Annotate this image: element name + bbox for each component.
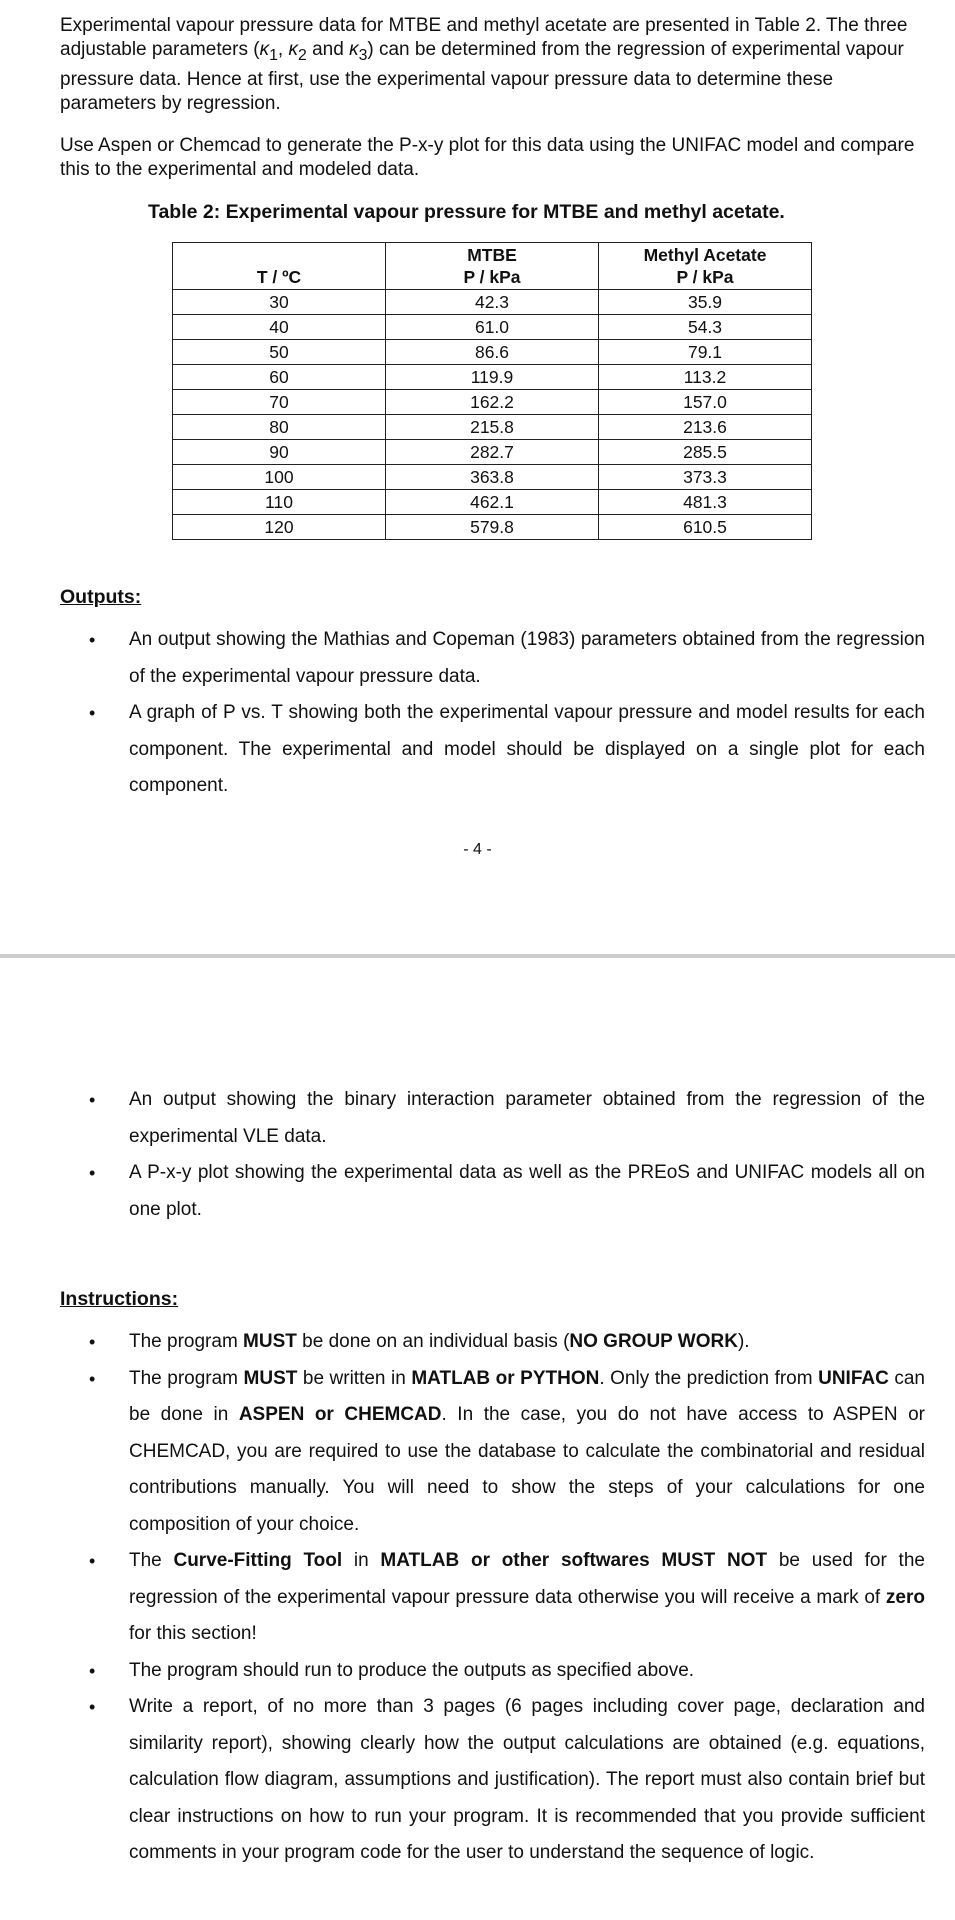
- table-row: 100 363.8 373.3: [173, 465, 812, 490]
- header-temperature: T / ºC: [173, 243, 386, 290]
- page-number: - 4 -: [463, 841, 492, 858]
- list-item: • The program MUST be done on an individual basis (NO GROUP WORK).: [0, 1324, 955, 1361]
- instructions-heading: Instructions:: [60, 1288, 179, 1310]
- list-item: • Write a report, of no more than 3 pages (6 pages including cover page, declaration and similarity report), showing clearly how the output calculations are obtained (e.g. equations, calculation flow diagram, assumptions and justification). The report must also contain brief but clear instructions on how to run your program. It is recommended that you provide sufficient comments in your program code for the user to understand the sequence of logic.: [0, 1689, 955, 1872]
- bullet-icon: •: [89, 630, 96, 650]
- table-row: 50 86.6 79.1: [173, 340, 812, 365]
- bullet-icon: •: [89, 1332, 96, 1352]
- list-item: • An output showing the Mathias and Copeman (1983) parameters obtained from the regression of the experimental vapour pressure data.: [0, 622, 955, 695]
- header-methyl-acetate: Methyl Acetate P / kPa: [599, 243, 812, 290]
- bullet-icon: •: [89, 1163, 96, 1183]
- table-row: 60 119.9 113.2: [173, 365, 812, 390]
- list-item: • An output showing the binary interaction parameter obtained from the regression of the experimental VLE data.: [0, 1082, 955, 1155]
- list-item: • A graph of P vs. T showing both the experimental vapour pressure and model results for each component. The experimental and model should be displayed on a single plot for each component.: [0, 695, 955, 805]
- list-item: • The Curve-Fitting Tool in MATLAB or other softwares MUST NOT be used for the regression of the experimental vapour pressure data otherwise you will receive a mark of zero for this section!: [0, 1543, 955, 1653]
- document-page-4: [0, 0, 955, 955]
- intro-paragraph-2: Use Aspen or Chemcad to generate the P-x-y plot for this data using the UNIFAC model and compare this to the experimental and modeled data.: [60, 135, 915, 180]
- instructions-list: [0, 1324, 955, 1872]
- table-row: 110 462.1 481.3: [173, 490, 812, 515]
- table-header-row: [173, 243, 812, 290]
- list-item: • The program MUST be written in MATLAB or PYTHON. Only the prediction from UNIFAC can be done in ASPEN or CHEMCAD. In the case, you do not have access to ASPEN or CHEMCAD, you are required to use the database to calculate the combinatorial and residual contributions manually. You will need to show the steps of your calculations for one composition of your choice.: [0, 1361, 955, 1544]
- list-item: • The program should run to produce the outputs as specified above.: [0, 1653, 955, 1690]
- bullet-icon: •: [89, 1090, 96, 1110]
- table-row: 30 42.3 35.9: [173, 290, 812, 315]
- table-row: 120 579.8 610.5: [173, 515, 812, 540]
- table-row: 90 282.7 285.5: [173, 440, 812, 465]
- list-item: • A P-x-y plot showing the experimental data as well as the PREoS and UNIFAC models all on one plot.: [0, 1155, 955, 1228]
- bullet-icon: •: [89, 1551, 96, 1571]
- outputs-heading: Outputs:: [60, 586, 142, 608]
- vapour-pressure-table: [172, 242, 812, 540]
- outputs-list: [0, 622, 955, 805]
- bullet-icon: •: [89, 1368, 96, 1389]
- outputs-list-continued: [0, 1082, 955, 1228]
- bullet-icon: •: [89, 703, 96, 723]
- document-page-5: [0, 958, 955, 1920]
- bullet-icon: •: [89, 1697, 96, 1717]
- bullet-icon: •: [89, 1660, 96, 1681]
- header-mtbe: MTBE P / kPa: [386, 243, 599, 290]
- table-caption: Table 2: Experimental vapour pressure for MTBE and methyl acetate.: [148, 201, 785, 223]
- table-row: 70 162.2 157.0: [173, 390, 812, 415]
- intro-paragraph-1: Experimental vapour pressure data for MTBE and methyl acetate are presented in Table 2. The three adjustable parameters ($\kappa_1$, $\kappa_2$ and $\kappa_3$) can be determined from the regression of experimental vapour pressure data. Hence at first, use the experimental vapour pressure data to determine these parameters by regression.: [60, 15, 908, 114]
- table-row: 80 215.8 213.6: [173, 415, 812, 440]
- table-row: 40 61.0 54.3: [173, 315, 812, 340]
